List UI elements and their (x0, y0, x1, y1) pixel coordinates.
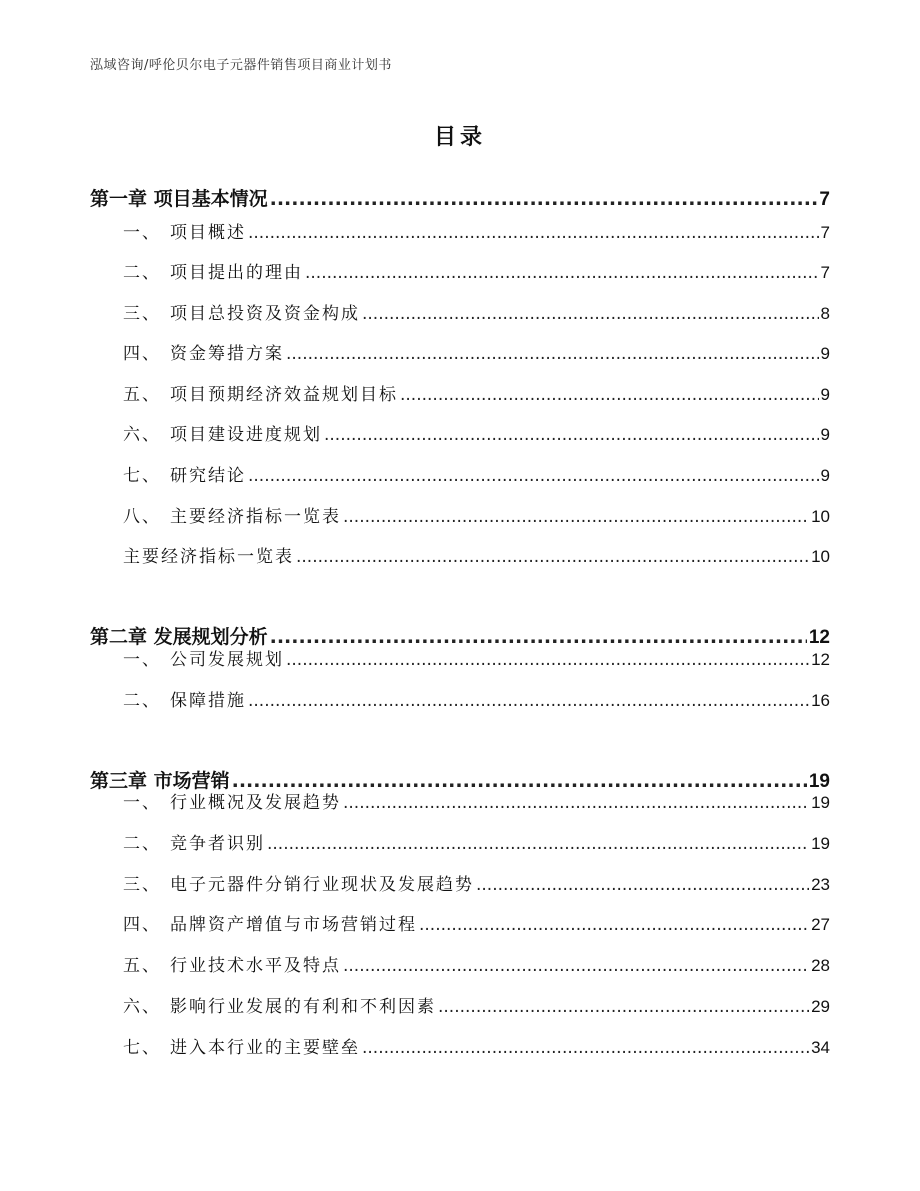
toc-entry-label: 研究结论 (170, 466, 246, 486)
toc-section-3-7[interactable] (123, 1033, 830, 1058)
toc-entry-label: 第三章 市场营销 (90, 770, 230, 792)
toc-section-number: 七、 (123, 466, 161, 486)
toc-section-3-4[interactable] (123, 910, 830, 935)
toc-section-3-6[interactable] (123, 992, 830, 1017)
toc-section-number: 八、 (123, 507, 161, 527)
toc-section-number: 二、 (123, 263, 161, 283)
toc-entry-label: 项目提出的理由 (170, 263, 303, 283)
toc-page-number: 9 (820, 385, 830, 404)
toc-section-1-5[interactable] (123, 380, 830, 405)
toc-section-2-1[interactable] (123, 645, 830, 670)
toc-section-3-3[interactable] (123, 870, 830, 895)
leader-dots (248, 466, 819, 486)
toc-page-number: 27 (811, 915, 830, 934)
toc-section-number: 六、 (123, 425, 161, 445)
toc-page-number: 9 (820, 344, 830, 363)
toc-entry-label: 公司发展规划 (170, 650, 284, 670)
toc-entry-label: 竞争者识别 (170, 834, 265, 854)
toc-page-number: 7 (819, 189, 830, 210)
toc-section-3-5[interactable] (123, 951, 830, 976)
toc-entry-label: 行业技术水平及特点 (170, 956, 341, 976)
toc-page-number: 8 (820, 304, 830, 323)
toc-page-number: 9 (820, 466, 830, 485)
leader-dots (267, 834, 809, 854)
toc-chapter-1[interactable] (90, 184, 830, 211)
toc-page-number: 10 (811, 547, 830, 566)
toc-page-number: 29 (811, 997, 830, 1016)
toc-section-1-4[interactable] (123, 339, 830, 364)
toc-section-1-6[interactable] (123, 420, 830, 445)
toc-section-3-1[interactable] (123, 788, 830, 813)
toc-entry-label: 品牌资产增值与市场营销过程 (170, 915, 417, 935)
toc-section-2-2[interactable] (123, 686, 830, 711)
toc-entry-label: 进入本行业的主要壁垒 (170, 1038, 360, 1058)
leader-dots (343, 793, 809, 813)
toc-section-1-7[interactable] (123, 461, 830, 486)
toc-entry-label: 主要经济指标一览表 (123, 547, 294, 567)
toc-section-number: 一、 (123, 793, 161, 813)
toc-page-number: 9 (820, 425, 830, 444)
toc-page-number: 19 (811, 834, 830, 853)
toc-section-number: 三、 (123, 875, 161, 895)
toc-section-number: 二、 (123, 691, 161, 711)
toc-page-number: 19 (811, 793, 830, 812)
toc-entry-label: 资金筹措方案 (170, 344, 284, 364)
leader-dots (343, 507, 809, 527)
leader-dots (343, 956, 809, 976)
toc-table-entry[interactable] (123, 542, 830, 567)
toc-entry-label: 保障措施 (170, 691, 246, 711)
toc-entry-label: 项目预期经济效益规划目标 (170, 385, 398, 405)
leader-dots (248, 691, 809, 711)
toc-section-number: 四、 (123, 344, 161, 364)
toc-entry-label: 项目建设进度规划 (170, 425, 322, 445)
toc-section-number: 一、 (123, 223, 161, 243)
toc-page-number: 23 (811, 875, 830, 894)
toc-page-number: 12 (808, 627, 830, 648)
toc-section-number: 六、 (123, 997, 161, 1017)
leader-dots (362, 304, 819, 324)
leader-dots (438, 997, 809, 1017)
toc-entry-label: 行业概况及发展趋势 (170, 793, 341, 813)
leader-dots (324, 425, 819, 445)
toc-page-number: 7 (820, 263, 830, 282)
leader-dots (305, 263, 819, 283)
toc-entry-label: 电子元器件分销行业现状及发展趋势 (170, 875, 474, 895)
toc-page-number: 12 (811, 650, 830, 669)
toc-section-1-1[interactable] (123, 218, 830, 243)
leader-dots (476, 875, 809, 895)
toc-entry-label: 第一章 项目基本情况 (90, 188, 268, 210)
toc-section-1-2[interactable] (123, 258, 830, 283)
toc-entry-label: 项目总投资及资金构成 (170, 304, 360, 324)
toc-section-1-8[interactable] (123, 502, 830, 527)
leader-dots (270, 188, 818, 210)
toc-section-1-3[interactable] (123, 299, 830, 324)
toc-page-number: 10 (811, 507, 830, 526)
leader-dots (286, 650, 809, 670)
toc-entry-label: 主要经济指标一览表 (170, 507, 341, 527)
leader-dots (248, 223, 819, 243)
toc-page-number: 19 (808, 771, 830, 792)
toc-page-number: 7 (820, 223, 830, 242)
toc-section-number: 五、 (123, 385, 161, 405)
toc-entry-label: 第二章 发展规划分析 (90, 626, 268, 648)
leader-dots (400, 385, 819, 405)
toc-section-number: 四、 (123, 915, 161, 935)
toc-section-number: 七、 (123, 1038, 161, 1058)
leader-dots (296, 547, 809, 567)
toc-page-number: 34 (811, 1038, 830, 1057)
toc-entry-label: 项目概述 (170, 223, 246, 243)
running-header: 泓域咨询/呼伦贝尔电子元器件销售项目商业计划书 (90, 58, 392, 73)
toc-section-3-2[interactable] (123, 829, 830, 854)
toc-page-number: 16 (811, 691, 830, 710)
toc-section-number: 五、 (123, 956, 161, 976)
leader-dots (286, 344, 819, 364)
toc-page-number: 28 (811, 956, 830, 975)
leader-dots (362, 1038, 809, 1058)
toc-entry-label: 影响行业发展的有利和不利因素 (170, 997, 436, 1017)
toc-section-number: 二、 (123, 834, 161, 854)
page-title: 目录 (433, 125, 486, 150)
leader-dots (419, 915, 809, 935)
toc-section-number: 一、 (123, 650, 161, 670)
toc-section-number: 三、 (123, 304, 161, 324)
